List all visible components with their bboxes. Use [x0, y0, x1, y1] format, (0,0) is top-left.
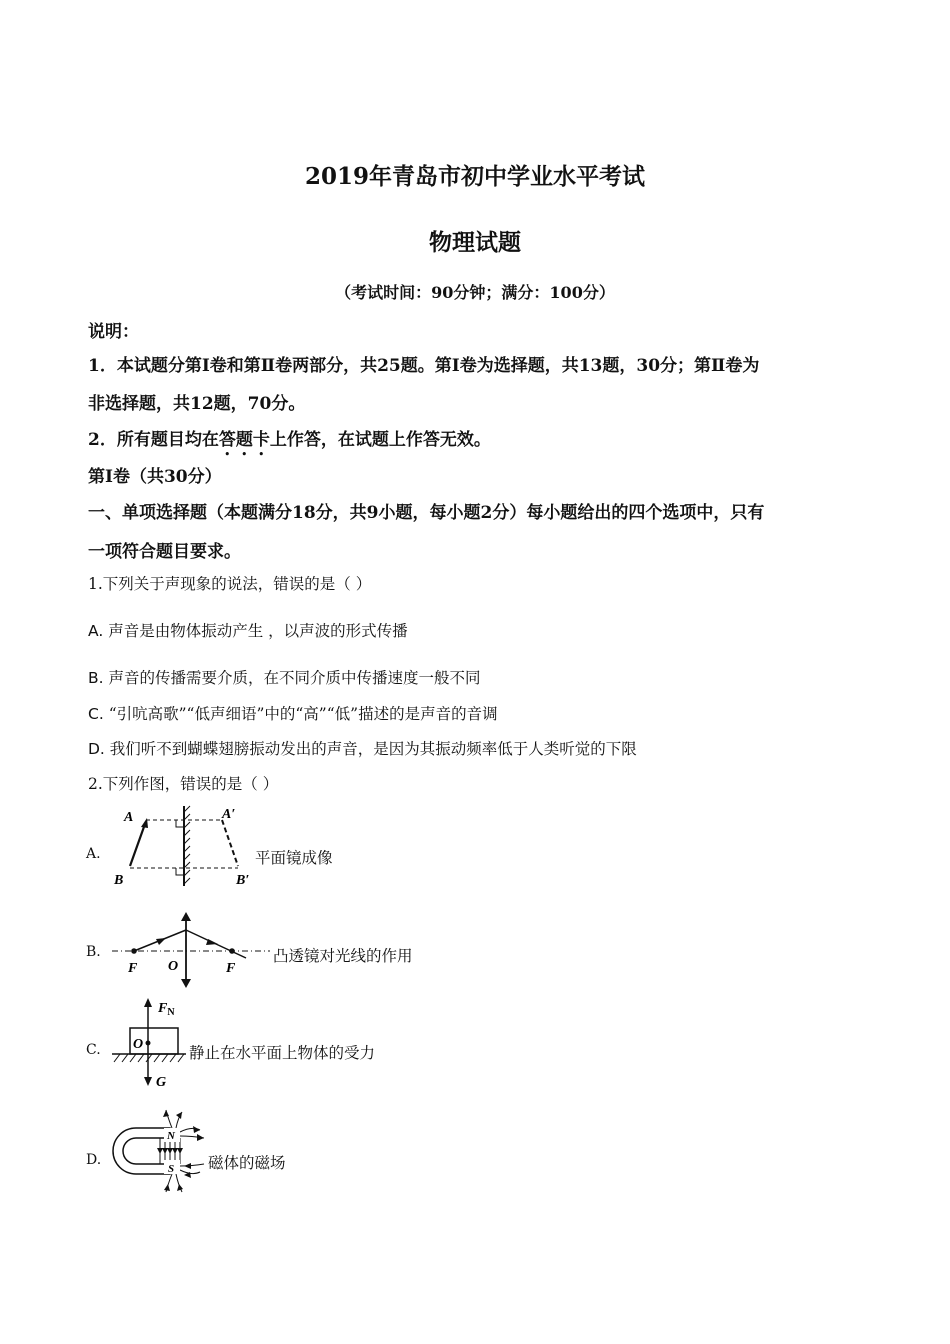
part-1-heading: 第Ⅰ卷（共30分） [88, 467, 222, 487]
label-o: O [168, 959, 179, 974]
option-text: “引吭高歌”“低声细语”中的“高”“低”描述的是声音的音调 [108, 705, 498, 723]
label-n-pole: N [167, 1130, 175, 1142]
q2-option-c-label[interactable]: C. [86, 1042, 101, 1058]
option-label: D. [88, 740, 110, 758]
instruction-1a: 1．本试题分第Ⅰ卷和第Ⅱ卷两部分，共25题。第Ⅰ卷为选择题，共13题，30分；第Ⅱ卷为 [88, 356, 760, 376]
option-text: 声音的传播需要介质，在不同介质中传播速度一般不同 [108, 669, 481, 687]
label-fn: $F_N$ [158, 1001, 175, 1018]
option-text: 我们听不到蝴蝶翅膀振动发出的声音，是因为其振动频率低于人类听觉的下限 [109, 740, 637, 758]
q1-option-d[interactable] [88, 737, 637, 759]
exam-info: （考试时间：90分钟；满分：100分） [335, 283, 615, 302]
q2-option-d-caption: 磁体的磁场 [208, 1154, 286, 1172]
section-heading-a: 一、单项选择题（本题满分18分，共9小题，每小题2分）每小题给出的四个选项中，只有 [88, 503, 765, 523]
q1-option-c[interactable] [88, 702, 498, 724]
label-a: A [124, 810, 134, 825]
q2-option-b-caption: 凸透镜对光线的作用 [273, 947, 413, 965]
q1-stem: 1.下列关于声现象的说法，错误的是（ ） [88, 575, 372, 593]
q1-option-b[interactable] [88, 666, 481, 688]
force-diagram [108, 996, 188, 1092]
q2-option-a-caption: 平面镜成像 [255, 849, 333, 867]
q2-option-d-label[interactable]: D. [86, 1152, 102, 1168]
label-s-pole: S [168, 1163, 175, 1175]
q2-option-a-label[interactable]: A. [86, 846, 101, 862]
label-g: G [156, 1075, 167, 1090]
label-f-right: F [226, 961, 236, 976]
label-f-left: F [128, 961, 138, 976]
exam-title: 2019年青岛市初中学业水平考试 [304, 163, 645, 190]
convex-lens-diagram [108, 908, 273, 988]
option-text: 声音是由物体振动产生 ，以声波的形式传播 [108, 622, 408, 640]
instruction-1b: 非选择题，共12题，70分。 [88, 394, 306, 414]
label-a-prime: A′ [222, 807, 236, 822]
q2-stem: 2.下列作图，错误的是（ ） [88, 775, 279, 793]
instruction-2 [88, 425, 491, 460]
plane-mirror-diagram [110, 800, 260, 890]
instruction-2-pre: 2．所有题目均在 [88, 430, 219, 450]
instruction-2-post: 上作答，在试题上作答无效。 [269, 430, 491, 450]
option-label: C. [88, 705, 109, 723]
q2-option-b-label[interactable]: B. [86, 944, 101, 960]
label-o: O [133, 1037, 144, 1052]
horseshoe-magnet-diagram [108, 1106, 208, 1196]
option-label: A. [88, 622, 109, 640]
q1-option-a[interactable] [88, 619, 408, 641]
label-b: B [114, 873, 124, 888]
instructions-heading: 说明： [88, 322, 139, 342]
instruction-2-emphasis: 答题卡 [218, 430, 270, 450]
section-heading-b: 一项符合题目要求。 [88, 542, 241, 562]
subject-title: 物理试题 [429, 229, 521, 256]
option-label: B. [88, 669, 109, 687]
label-b-prime: B′ [236, 873, 250, 888]
q2-option-c-caption: 静止在水平面上物体的受力 [189, 1044, 376, 1062]
